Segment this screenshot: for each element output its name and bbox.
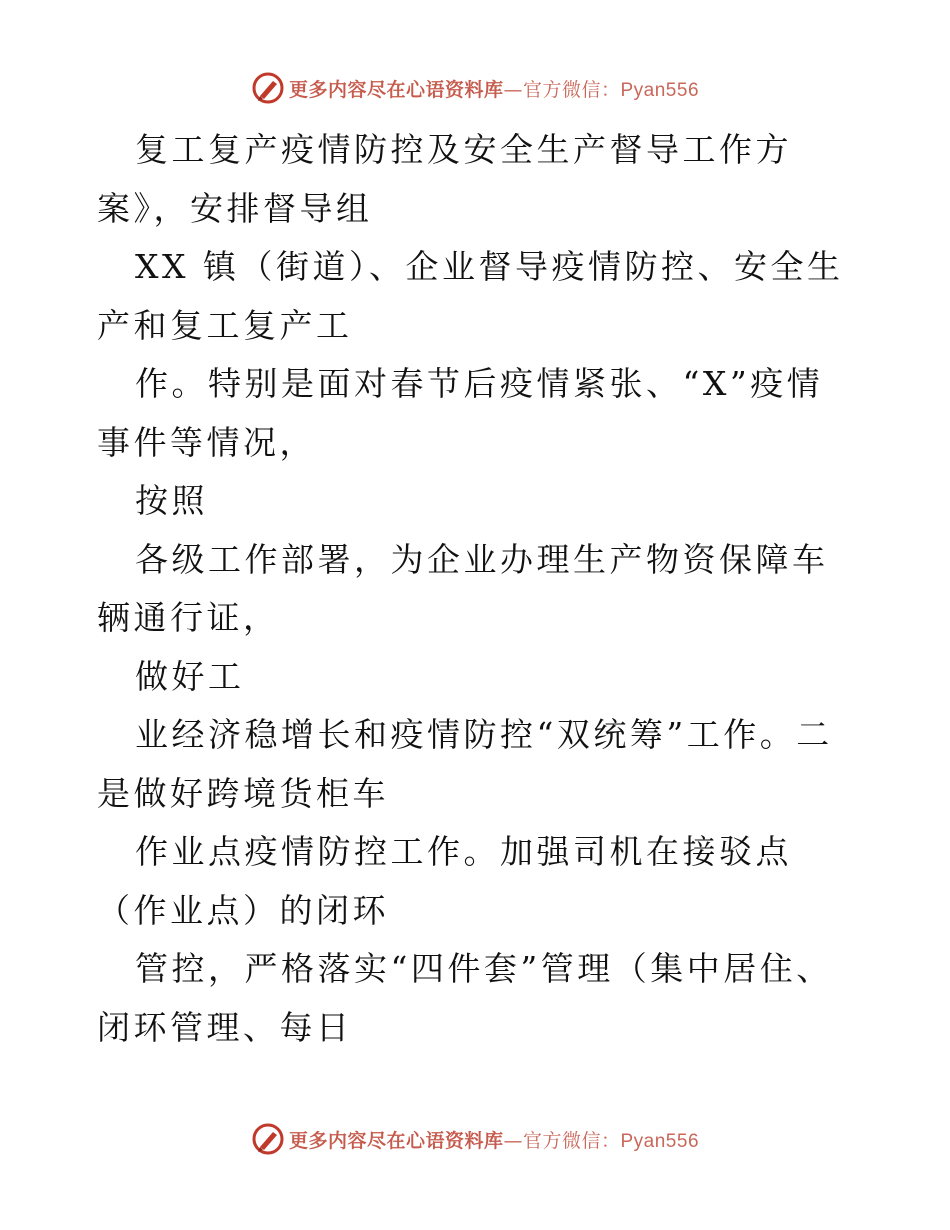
paragraph: 做好工 xyxy=(135,656,245,696)
watermark-wechat-id: Pyan556 xyxy=(620,79,700,101)
paragraph: 作。特别是面对春节后疫情紧张、“X”疫情事件等情况， xyxy=(97,364,824,462)
paragraph: 各级工作部署，为企业办理生产物资保障车辆通行证， xyxy=(97,539,829,637)
paragraph: 作业点疫情防控工作。加强司机在接驳点（作业点）的闭环 xyxy=(97,832,792,930)
watermark-label: 官方微信： xyxy=(522,78,621,101)
paragraph: 复工复产疫情防控及安全生产督导工作方案》，安排督导组 xyxy=(97,130,792,228)
watermark-wechat-id: Pyan556 xyxy=(620,1130,700,1152)
paragraph: 管控，严格落实“四件套”管理（集中居住、闭环管理、每日 xyxy=(97,949,833,1047)
pen-logo-icon xyxy=(251,71,285,105)
document-body xyxy=(97,121,857,1057)
watermark-dash: — xyxy=(503,1129,523,1152)
paragraph: 业经济稳增长和疫情防控“双统筹”工作。二是做好跨境货柜车 xyxy=(97,715,833,813)
header-watermark xyxy=(0,68,950,108)
watermark-dash: — xyxy=(503,78,523,101)
watermark-label: 官方微信： xyxy=(522,1129,621,1152)
paragraph: XX 镇（街道）、企业督导疫情防控、安全生产和复工复产工 xyxy=(97,247,844,345)
pen-logo-icon xyxy=(251,1122,285,1156)
watermark-text xyxy=(289,1126,699,1153)
watermark-main: 更多内容尽在心语资料库 xyxy=(288,78,504,101)
watermark-main: 更多内容尽在心语资料库 xyxy=(288,1129,504,1152)
footer-watermark xyxy=(0,1119,950,1159)
watermark-text xyxy=(289,75,699,102)
paragraph: 按照 xyxy=(135,481,208,520)
